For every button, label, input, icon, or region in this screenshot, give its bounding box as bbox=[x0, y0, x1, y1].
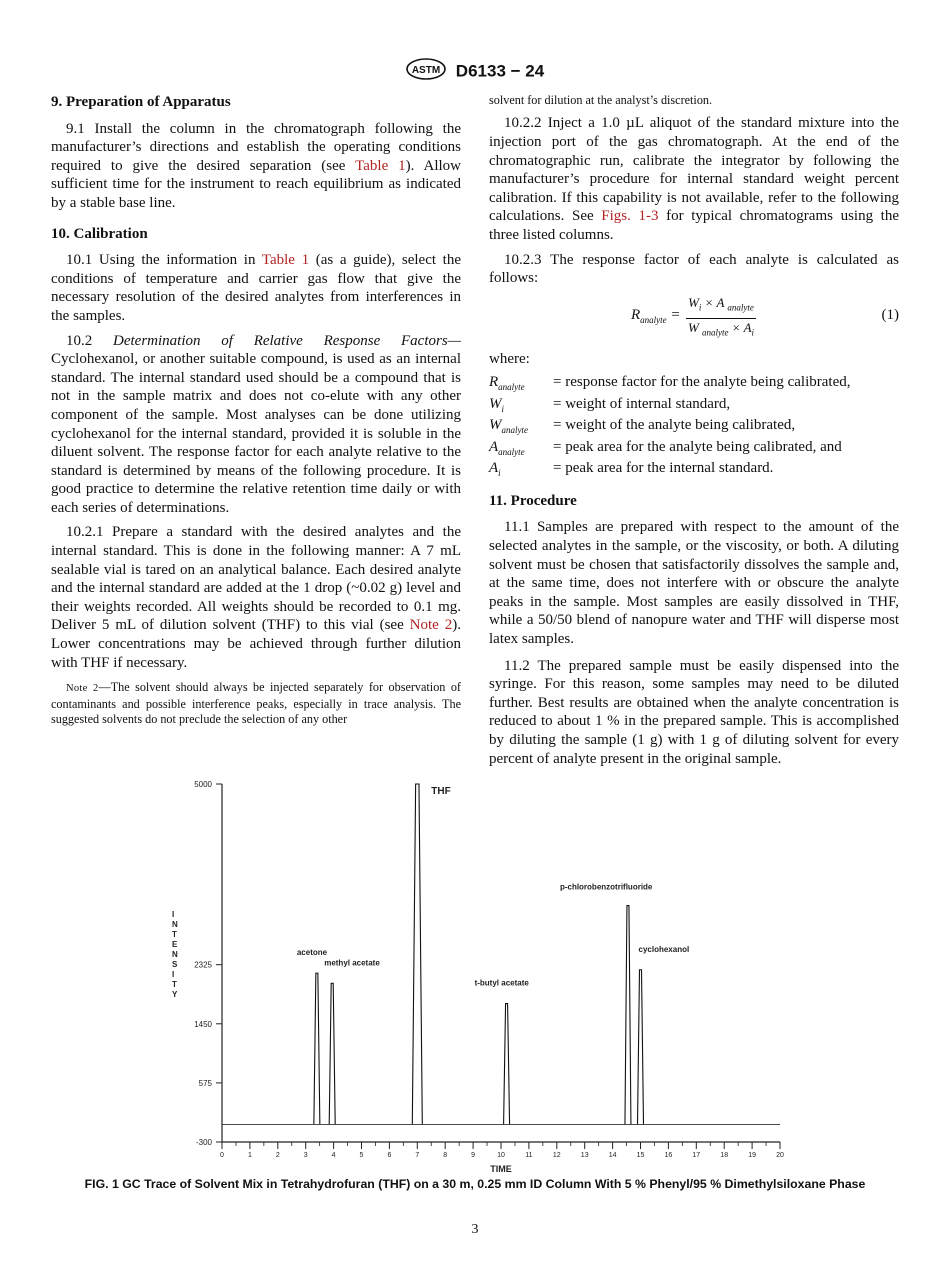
y-tick-label: 5000 bbox=[194, 780, 212, 789]
section-9-heading: 9. Preparation of Apparatus bbox=[51, 94, 231, 110]
peak-acetone bbox=[314, 973, 320, 1124]
section-11-heading: 11. Procedure bbox=[489, 492, 577, 509]
figs-1-3-link[interactable]: Figs. 1-3 bbox=[601, 208, 659, 225]
x-tick-label: 4 bbox=[331, 1152, 336, 1159]
table-1-link[interactable]: Table 1 bbox=[261, 252, 310, 269]
where-symbol: $R_{analyte}$ bbox=[489, 374, 525, 393]
where-item bbox=[489, 460, 899, 482]
page-header bbox=[0, 58, 950, 85]
x-tick-label: 10 bbox=[497, 1152, 505, 1159]
y-tick-label: 575 bbox=[198, 1078, 212, 1088]
peak-methyl-acetate bbox=[329, 983, 335, 1124]
para-10-2-2: 10.2.2 Inject a 1.0 µL aliquot of the standard mixture into the injection port of the gas chromatograph. At the end of the chromatographic run, calibrate the integrator by following the manufacturer’s procedure for internal standard weight percent calibration. If this capability is not available, refer to the following calculations. See Figs. 1-3 for typical chromatograms using the three listed columns. bbox=[489, 115, 900, 243]
where-label: where: bbox=[489, 350, 530, 367]
para-9-1: 9.1 Install the column in the chromatograph following the manufacturer’s directions and establish the operating conditions required to give the desired separation (see Table 1). Allow sufficient time for the instrument to reach equilibrium as indicated by a stable base line. bbox=[51, 120, 462, 211]
where-item bbox=[489, 417, 899, 439]
y-tick-label: -300 bbox=[195, 1138, 212, 1147]
where-item bbox=[489, 439, 899, 461]
y-tick-label: 2325 bbox=[194, 960, 212, 970]
peak-label: t-butyl acetate bbox=[474, 978, 529, 988]
where-description: = weight of the analyte being calibrated, bbox=[553, 417, 796, 434]
page-number: 3 bbox=[471, 1222, 479, 1237]
peak-p-chlorobenzotrifluoride bbox=[625, 906, 631, 1125]
para-10-2-1: 10.2.1 Prepare a standard with the desired analytes and the internal standard. This is done in the following manner: A 7 mL sealable vial is tared on an analytical balance. Each desired analyte and the internal standard are added at the 1 drop (~0.02 g) level and their weights recorded. All weights should be recorded to 0.1 mg. Deliver 5 mL of dilution solvent (THF) to this vial (see Note 2). Lower concentrations may be achieved through further dilution with THF if necessary. bbox=[51, 524, 461, 671]
x-tick-label: 20 bbox=[776, 1152, 784, 1159]
where-description: = response factor for the analyte being calibrated, bbox=[553, 374, 851, 391]
where-description: = weight of internal standard, bbox=[553, 395, 731, 412]
para-11-1: 11.1 Samples are prepared with respect to the amount of the selected analytes in the sample, or the viscosity, or both. A diluting solvent must be chosen that satisfactorily dissolves the sample and, at the same time, does not interfere with or obscure the analyte peaks in the sample. Most samples are easily dissolved in THF, while a 50/50 blend of nanopure water and THF will disperse most latex samples. bbox=[489, 519, 899, 647]
where-symbol: $A_{analyte}$ bbox=[489, 438, 525, 457]
right-column bbox=[489, 93, 899, 774]
para-10-2: 10.2 Determination of Relative Response Factors—Cyclohexanol, or another suitable compound, is used as an internal standard. The internal standard used should be a compound that is not in the sample matrix and does not co-elute with any other component of the sample. Most analyses can be done utilizing cyclohexanol for the internal standard, provided it is soluble in the diluent solvent. The response factor for each analyte relative to the standard is determined by means of the following procedure. It is good practice to determine the relative retention time daily or with each series of determinations. bbox=[51, 332, 461, 516]
note-2: Note 2—The solvent should always be injected separately for observation of contaminants and possible interference peaks, especially in trace analysis. The suggested solvents do not preclude the selection of any other bbox=[51, 680, 461, 727]
where-description: = peak area for the analyte being calibrated, and bbox=[553, 438, 842, 455]
equation-number: (1) bbox=[881, 306, 899, 323]
x-tick-label: 0 bbox=[220, 1152, 224, 1159]
where-item bbox=[489, 374, 899, 396]
where-symbol: $W_{analyte}$ bbox=[489, 417, 528, 436]
where-list bbox=[489, 374, 899, 482]
peak-label: cyclohexanol bbox=[638, 944, 690, 954]
para-10-1: 10.1 Using the information in Table 1 (as a guide), select the conditions of temperature and carrier gas flow that give the necessary resolution of the desired analytes from interferences in the samples. bbox=[51, 252, 461, 324]
x-tick-label: 14 bbox=[608, 1152, 617, 1159]
x-tick-label: 7 bbox=[415, 1152, 420, 1159]
x-tick-label: 9 bbox=[471, 1152, 476, 1159]
para-11-2: 11.2 The prepared sample must be easily dispensed into the syringe. For this reason, some samples may need to be diluted further. Best results are obtained when the analyte concentration is reduced to about 1 % in the prepared sample. This is accomplished by diluting the sample (1 g) with 1 g of diluting solvent for every percent of analyte present in the original sample. bbox=[489, 657, 899, 767]
where-item bbox=[489, 396, 899, 418]
x-tick-label: 12 bbox=[552, 1152, 561, 1159]
where-description: = peak area for the internal standard. bbox=[553, 460, 774, 477]
x-tick-label: 8 bbox=[443, 1152, 448, 1159]
x-tick-label: 2 bbox=[275, 1152, 280, 1159]
peak-t-butyl-acetate bbox=[504, 1004, 510, 1125]
note-2-link[interactable]: Note 2 bbox=[409, 617, 453, 634]
peak-cyclohexanol bbox=[638, 970, 644, 1125]
where-symbol: $A_i$ bbox=[489, 460, 501, 479]
y-tick-label: 1450 bbox=[194, 1019, 212, 1029]
para-10-2-3: 10.2.3 The response factor of each analyte is calculated as follows: bbox=[489, 251, 899, 287]
peak-label: p-chlorobenzotrifluoride bbox=[559, 882, 653, 892]
peak-label: THF bbox=[431, 786, 451, 797]
chromatogram-chart bbox=[150, 772, 800, 1177]
equation-1 bbox=[489, 294, 899, 340]
x-tick-label: 15 bbox=[636, 1152, 645, 1159]
svg-text:ASTM: ASTM bbox=[411, 65, 440, 76]
equation-lhs: $R_{analyte}$ = bbox=[631, 306, 681, 325]
figure-1-chromatogram bbox=[150, 772, 800, 1177]
x-tick-label: 5 bbox=[359, 1152, 364, 1159]
peak-label: acetone bbox=[296, 948, 328, 958]
peak-label: methyl acetate bbox=[324, 958, 380, 968]
x-tick-label: 17 bbox=[692, 1152, 701, 1159]
note-2-continued: solvent for dilution at the analyst’s discretion. bbox=[489, 93, 713, 107]
table-1-link[interactable]: Table 1 bbox=[355, 157, 406, 174]
figure-caption: FIG. 1 GC Trace of Solvent Mix in Tetrahydrofuran (THF) on a 30 m, 0.25 mm ID Column With 5 % Phenyl/95 % Dimethylsiloxane Phase bbox=[84, 1177, 866, 1191]
equation-fraction: $W_i \times A$ $_{analyte}$ W $_{analyte} \times A_i$ bbox=[687, 294, 755, 338]
x-tick-label: 6 bbox=[387, 1152, 392, 1159]
x-tick-label: 16 bbox=[664, 1152, 673, 1159]
x-tick-label: 19 bbox=[748, 1152, 756, 1159]
x-tick-label: 18 bbox=[720, 1152, 729, 1159]
section-10-heading: 10. Calibration bbox=[51, 225, 148, 242]
x-tick-label: 11 bbox=[525, 1152, 533, 1159]
x-tick-label: 3 bbox=[303, 1152, 308, 1159]
x-axis-label: TIME bbox=[490, 1164, 512, 1174]
left-column bbox=[51, 93, 461, 733]
x-tick-label: 1 bbox=[247, 1152, 252, 1159]
peak-thf bbox=[412, 784, 422, 1124]
standard-designation: D6133 − 24 bbox=[455, 61, 545, 81]
where-symbol: $W_i$ bbox=[489, 395, 505, 414]
astm-logo bbox=[406, 58, 446, 85]
x-tick-label: 13 bbox=[580, 1152, 589, 1159]
y-axis-label: I N T E N S I T Y bbox=[172, 910, 178, 999]
